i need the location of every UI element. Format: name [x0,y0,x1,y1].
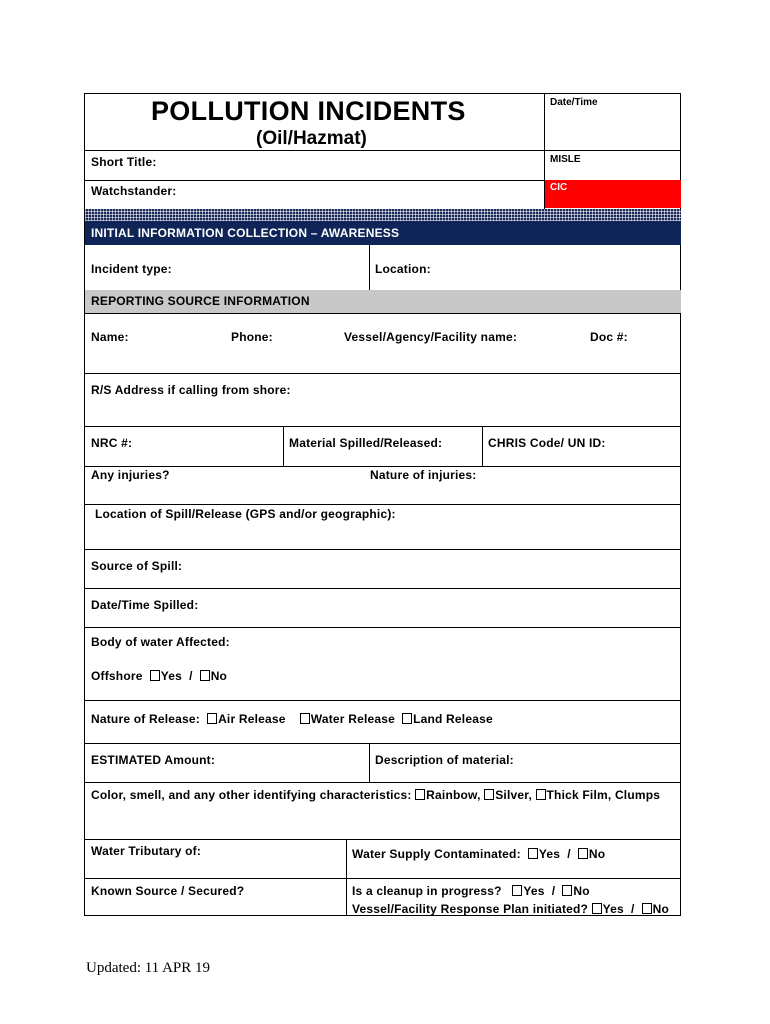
section-initial-header [85,221,681,245]
rule [544,150,681,151]
source-spill-label: Source of Spill: [91,559,183,573]
rule [369,245,370,290]
rule [85,588,681,589]
water-supply-no-checkbox[interactable] [578,848,588,859]
updated-footer: Updated: 11 APR 19 [86,960,211,976]
cleanup-yes-checkbox[interactable] [512,885,522,896]
air-release-label: Air Release [218,712,286,726]
water-supply-yes-checkbox[interactable] [528,848,538,859]
rule [85,839,681,840]
response-plan-label: Vessel/Facility Response Plan initiated? [352,902,589,916]
rule [85,150,544,151]
response-plan-row [352,902,669,916]
rule [85,549,681,550]
misle-label: MISLE [550,154,581,165]
water-supply-yes-label: Yes [538,847,561,861]
datetime-spilled-label: Date/Time Spilled: [91,598,199,612]
silver-checkbox[interactable] [484,789,494,800]
response-plan-no-label: No [652,902,670,916]
rule [85,878,681,879]
nrc-label: NRC #: [91,436,133,450]
water-supply-row [352,847,605,861]
nature-release-row [91,712,493,726]
rule [85,426,681,427]
rs-address-label: R/S Address if calling from shore: [91,383,291,397]
datetime-label: Date/Time [550,97,598,108]
response-plan-no-checkbox[interactable] [642,903,652,914]
rule [85,700,681,701]
nature-injuries-label: Nature of injuries: [370,468,477,482]
rule [482,426,483,466]
phone-label: Phone: [231,330,273,344]
thick-film-label: Thick Film, Clumps [546,788,661,802]
water-release-checkbox[interactable] [300,713,310,724]
cic-label: CIC [550,182,568,193]
doc-label: Doc #: [590,330,628,344]
short-title-label: Short Title: [91,155,157,169]
offshore-slash: / [189,669,193,683]
section-initial-title: INITIAL INFORMATION COLLECTION – AWARENESS [91,226,400,240]
color-smell-label: Color, smell, and any other identifying characteristics: [91,788,412,802]
rule [85,373,681,374]
rule [283,426,284,466]
offshore-yes-checkbox[interactable] [150,670,160,681]
offshore-label: Offshore [91,669,143,683]
rule [85,313,681,314]
known-source-label: Known Source / Secured? [91,884,245,898]
form-subtitle: (Oil/Hazmat) [256,128,367,149]
cleanup-yes-label: Yes [523,884,545,898]
response-plan-yes-checkbox[interactable] [592,903,602,914]
rule [85,627,681,628]
any-injuries-label: Any injuries? [91,468,170,482]
air-release-checkbox[interactable] [207,713,217,724]
silver-label: Silver, [495,788,532,802]
offshore-no-checkbox[interactable] [200,670,210,681]
offshore-row [91,669,227,683]
material-spilled-label: Material Spilled/Released: [289,436,443,450]
section-reporting-header [85,290,681,313]
cic-box [545,180,681,208]
cleanup-no-label: No [573,884,590,898]
rule [85,504,681,505]
rule [85,782,681,783]
rule [369,743,370,782]
water-release-label: Water Release [310,712,395,726]
pollution-incident-form [84,93,681,916]
body-water-label: Body of water Affected: [91,635,230,649]
response-plan-yes-label: Yes [602,902,624,916]
nature-release-label: Nature of Release: [91,712,200,726]
name-label: Name: [91,330,129,344]
water-supply-no-label: No [588,847,606,861]
water-tributary-label: Water Tributary of: [91,844,202,858]
offshore-yes-label: Yes [160,669,182,683]
response-plan-slash: / [631,902,635,916]
location-spill-label: Location of Spill/Release (GPS and/or geographic): [95,507,396,521]
section-reporting-title: REPORTING SOURCE INFORMATION [91,294,310,308]
water-supply-label: Water Supply Contaminated: [352,847,521,861]
section-divider-pattern [85,209,681,221]
rainbow-checkbox[interactable] [415,789,425,800]
rainbow-label: Rainbow, [426,788,481,802]
form-title: POLLUTION INCIDENTS [151,96,466,126]
cleanup-row [352,884,590,898]
description-material-label: Description of material: [375,753,514,767]
thick-film-checkbox[interactable] [536,789,546,800]
cleanup-slash: / [551,884,556,898]
water-supply-slash: / [567,847,571,861]
watchstander-label: Watchstander: [91,184,177,198]
land-release-checkbox[interactable] [402,713,412,724]
color-smell-row [91,788,660,802]
incident-type-label: Incident type: [91,262,172,276]
estimated-amount-label: ESTIMATED Amount: [91,753,216,767]
location-label: Location: [375,262,431,276]
vessel-agency-label: Vessel/Agency/Facility name: [344,330,518,344]
rule [85,743,681,744]
land-release-label: Land Release [413,712,493,726]
cleanup-label: Is a cleanup in progress? [352,884,502,898]
offshore-no-label: No [210,669,228,683]
rule [85,466,681,467]
cleanup-no-checkbox[interactable] [562,885,572,896]
chris-code-label: CHRIS Code/ UN ID: [488,436,606,450]
